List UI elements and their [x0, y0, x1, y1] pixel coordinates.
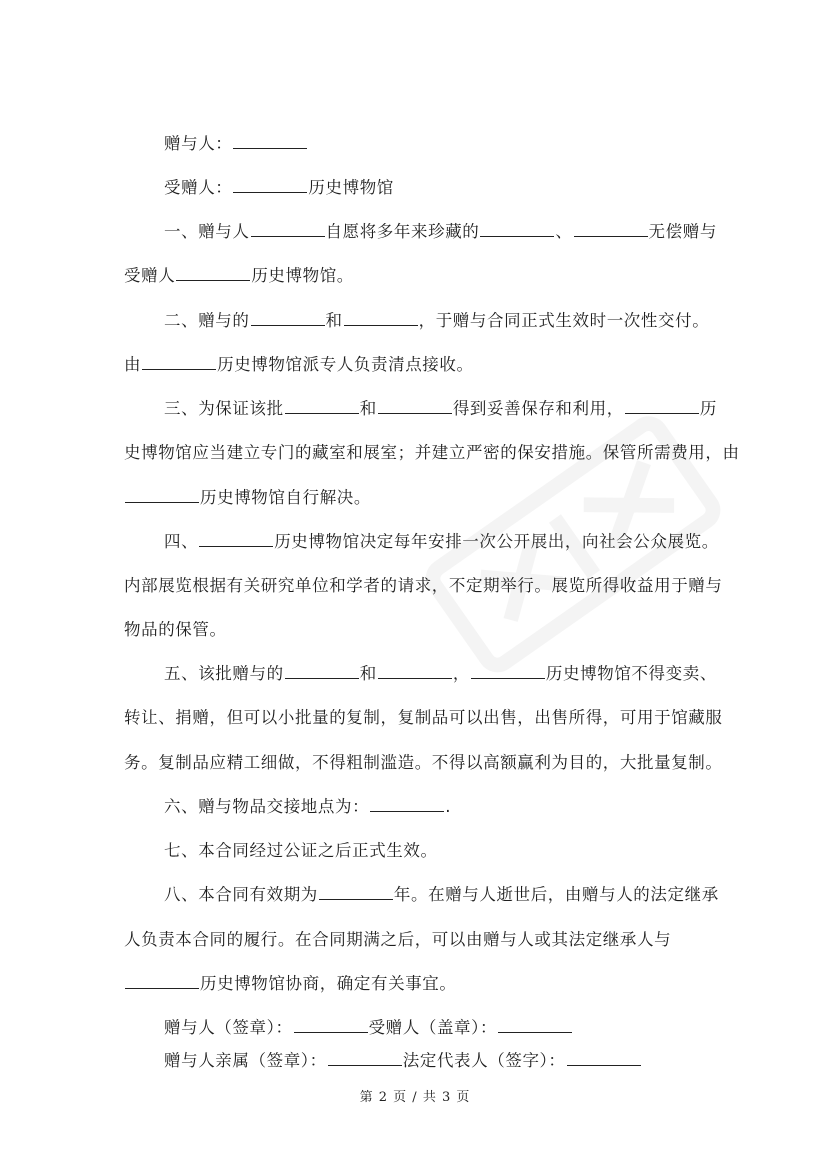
blank — [251, 311, 325, 326]
clause-5-line-3: 务。复制品应精工细做，不得粗制滥造。不得以高额赢利为目的，大批量复制。 — [124, 753, 723, 772]
blank — [471, 664, 545, 679]
text: 受赠人 — [124, 266, 176, 285]
representative-signature-blank — [567, 1051, 641, 1066]
donee-seal-blank — [498, 1018, 572, 1033]
text: 赠与人（签章）： — [164, 1018, 293, 1037]
text: 赠与人亲属（签章）： — [164, 1051, 327, 1070]
clause-1-line-1 — [164, 221, 764, 243]
clause-7-line: 七、本合同经过公证之后正式生效。 — [164, 841, 438, 860]
text: 由 — [124, 355, 142, 374]
blank — [142, 355, 216, 370]
donor-label: 赠与人： — [164, 134, 233, 153]
text: 五、该批赠与的 — [164, 664, 284, 683]
text: 一、赠与人 — [164, 222, 250, 241]
donee-line — [164, 177, 764, 199]
clause-5-line-1 — [164, 663, 764, 685]
clause-8-line-3 — [124, 973, 724, 995]
blank — [285, 664, 359, 679]
clause-6-line — [164, 796, 764, 818]
clause-2-line-1 — [164, 310, 764, 332]
text: 历史博物馆不得变卖、 — [545, 664, 717, 683]
text: 二、赠与的 — [164, 311, 250, 330]
blank — [319, 885, 393, 900]
clause-8-line-1 — [164, 884, 764, 906]
text: 、 — [555, 222, 573, 241]
text: 历 — [699, 399, 717, 418]
signature-line-1 — [164, 1017, 764, 1039]
text: 自愿将多年来珍藏的 — [325, 222, 480, 241]
text: 四、 — [164, 532, 199, 551]
blank — [378, 664, 452, 679]
text: 历史博物馆自行解决。 — [200, 488, 371, 507]
text: 历史博物馆派专人负责清点接收。 — [217, 355, 474, 374]
blank — [125, 488, 199, 503]
donor-signature-blank — [294, 1018, 368, 1033]
clause-5-line-2: 转让、捐赠，但可以小批量的复制，复制品可以出售，出售所得，可用于馆藏服 — [124, 708, 723, 727]
text: 六、赠与物品交接地点为： — [164, 797, 370, 816]
clause-2-line-2 — [124, 354, 724, 376]
donee-museum: 历史博物馆 — [308, 178, 394, 197]
blank — [344, 311, 418, 326]
relative-signature-blank — [328, 1051, 402, 1066]
text: 得到妥善保存和利用， — [452, 399, 624, 418]
text: 受赠人（盖章）： — [368, 1018, 498, 1037]
text: 和 — [325, 311, 343, 330]
blank — [176, 266, 250, 281]
text: 历史博物馆协商，确定有关事宜。 — [200, 974, 457, 993]
blank — [285, 399, 359, 414]
text: 历史博物馆。 — [251, 266, 354, 285]
blank — [625, 399, 699, 414]
text: 三、为保证该批 — [164, 399, 284, 418]
clause-4-line-2: 内部展览根据有关研究单位和学者的请求，不定期举行。展览所得收益用于赠与 — [124, 576, 723, 595]
text: 无偿赠与 — [648, 222, 717, 241]
blank — [251, 222, 325, 237]
blank — [125, 974, 199, 989]
text: 法定代表人（签字）： — [402, 1051, 566, 1070]
clause-3-line-2: 史博物馆应当建立专门的藏室和展室；并建立严密的保安措施。保管所需费用，由 — [124, 443, 740, 462]
text: ，于赠与合同正式生效时一次性交付。 — [418, 311, 710, 330]
text: 历史博物馆决定每年安排一次公开展出，向社会公众展览。 — [274, 532, 719, 551]
clause-4-line-1 — [164, 531, 764, 553]
donee-label: 受赠人： — [164, 178, 233, 197]
text: . — [445, 797, 452, 816]
text: ， — [452, 664, 470, 683]
clause-3-line-3 — [124, 487, 724, 509]
blank — [378, 399, 452, 414]
donee-blank — [233, 178, 307, 193]
blank — [370, 797, 444, 812]
signature-line-2 — [164, 1050, 764, 1072]
text: 和 — [359, 664, 377, 683]
clause-4-line-3: 物品的保管。 — [124, 620, 227, 639]
text: 年。在赠与人逝世后，由赠与人的法定继承 — [393, 885, 719, 904]
clause-8-line-2: 人负责本合同的履行。在合同期满之后，可以由赠与人或其法定继承人与 — [124, 930, 672, 949]
donor-blank — [233, 134, 307, 149]
clause-1-line-2 — [124, 265, 724, 287]
text: 八、本合同有效期为 — [164, 885, 318, 904]
blank — [480, 222, 554, 237]
donor-line — [164, 133, 764, 155]
text: 和 — [359, 399, 377, 418]
blank — [574, 222, 648, 237]
blank — [199, 532, 273, 547]
clause-3-line-1 — [164, 398, 764, 420]
page-number: 第 2 页 / 共 3 页 — [359, 1090, 471, 1105]
